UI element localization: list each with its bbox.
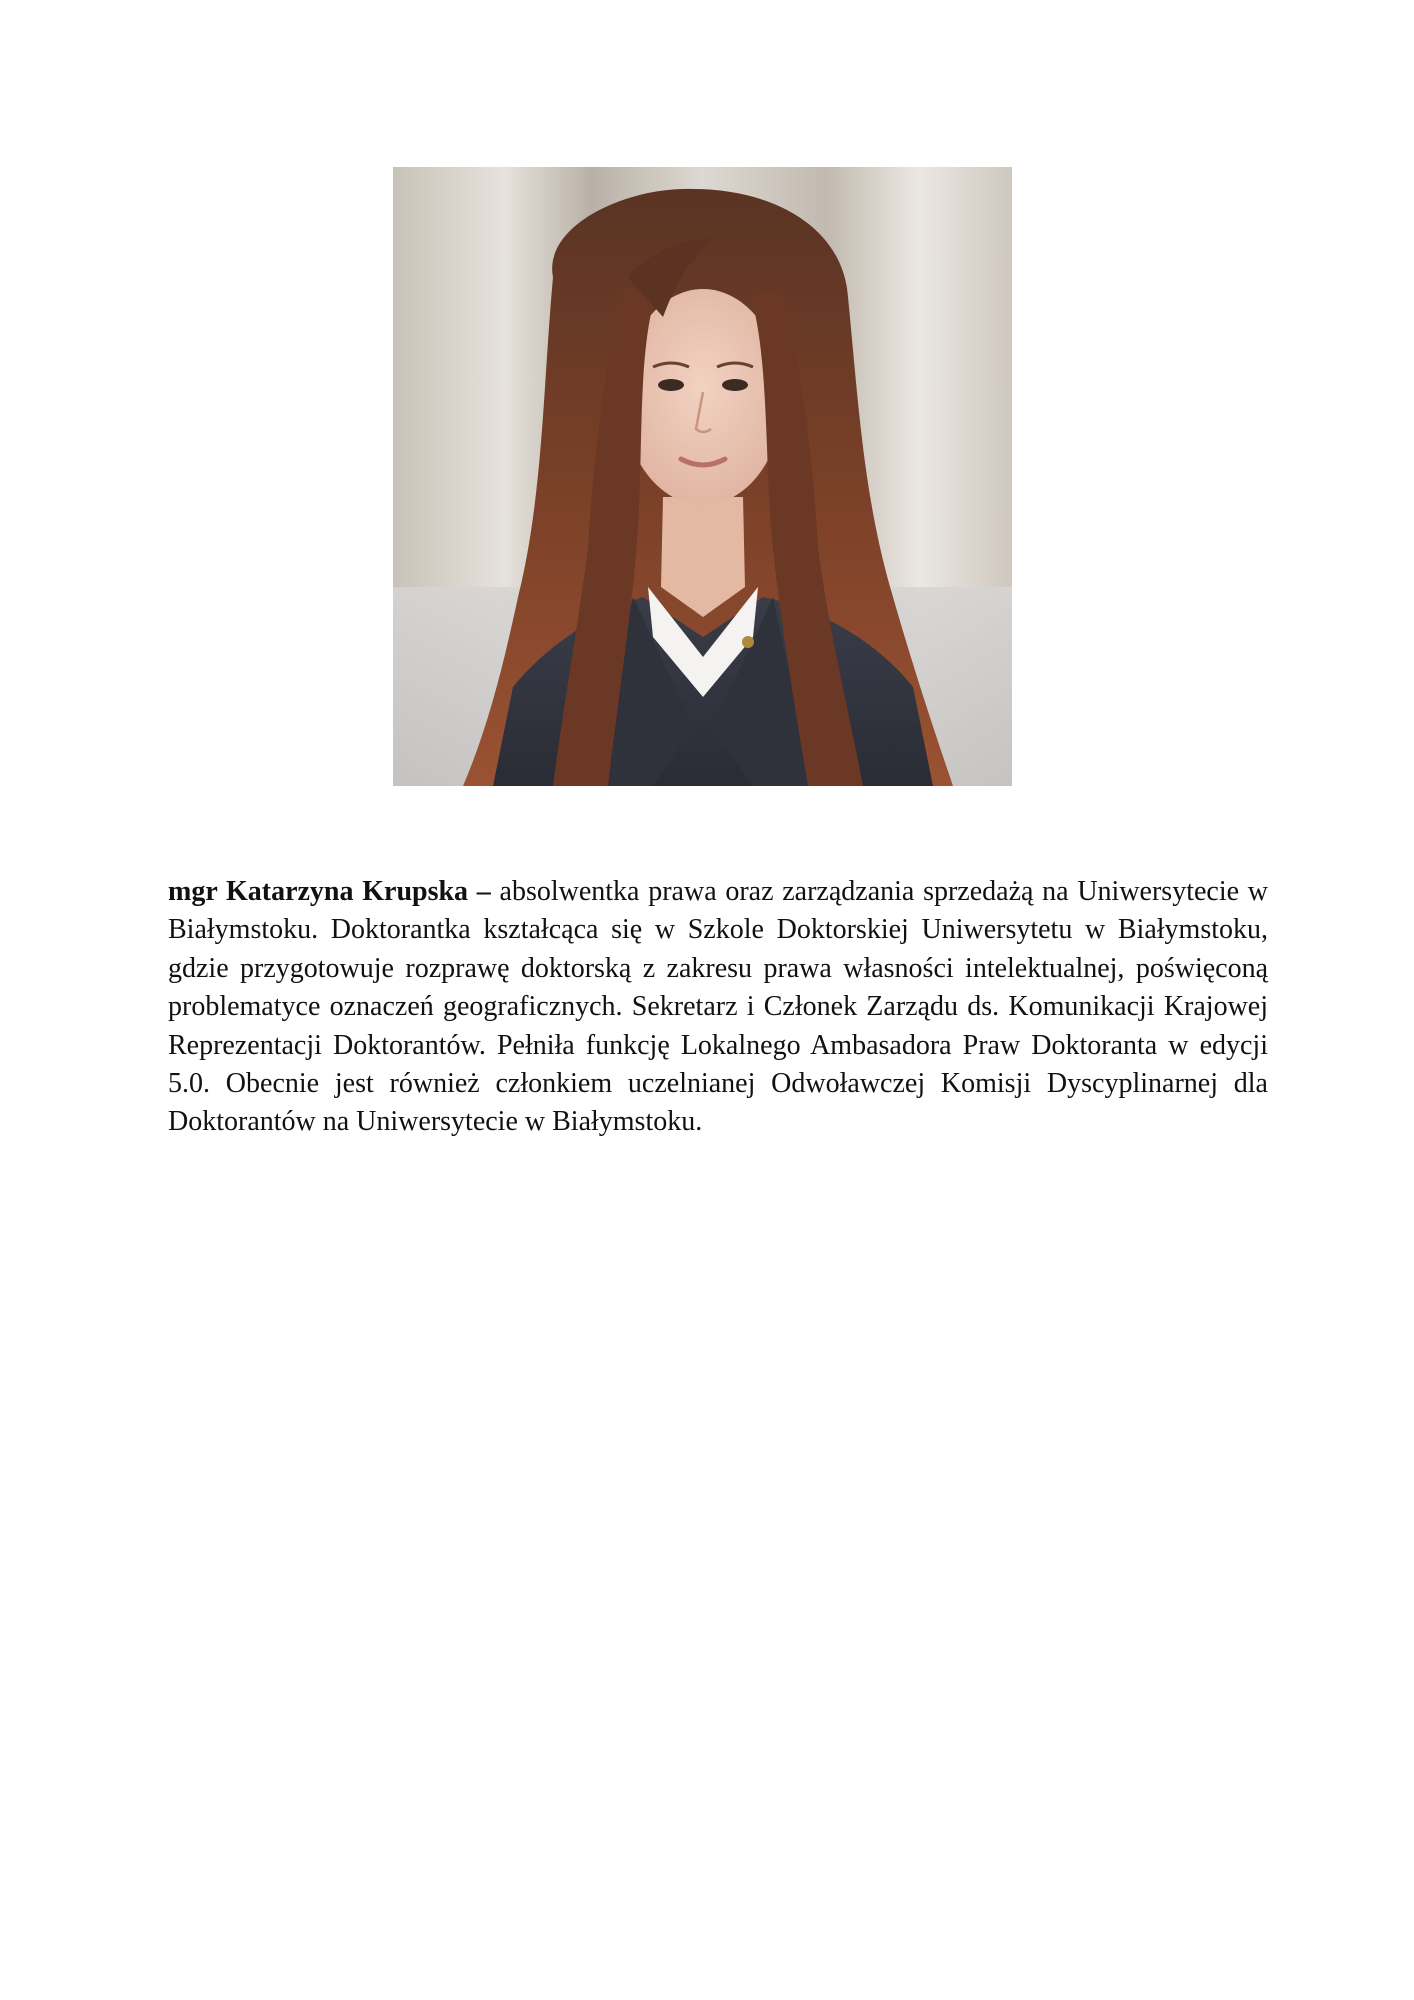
- bio-paragraph: [168, 873, 1268, 1142]
- portrait-photo: [393, 167, 1012, 786]
- person-name: mgr Katarzyna Krupska: [168, 876, 469, 907]
- portrait-illustration: [393, 167, 1012, 786]
- name-separator: –: [468, 876, 491, 907]
- bio-text: absolwentka prawa oraz zarządzania sprzedażą na Uniwersytecie w Białymstoku. Doktorantka kształcąca się w Szkole Doktorskiej Uniwersytetu w Białymstoku, gdzie przygotowuje rozprawę doktorską z zakresu prawa własności intelektualnej, poświęconą problematyce oznaczeń geograficznych. Sekretarz i Członek Zarządu ds. Komunikacji Krajowej Reprezentacji Doktorantów. Pełniła funkcję Lokalnego Ambasadora Praw Doktoranta w edycji 5.0. Obecnie jest również członkiem uczelnianej Odwoławczej Komisji Dyscyplinarnej dla Doktorantów na Uniwersytecie w Białymstoku.: [168, 876, 1268, 1138]
